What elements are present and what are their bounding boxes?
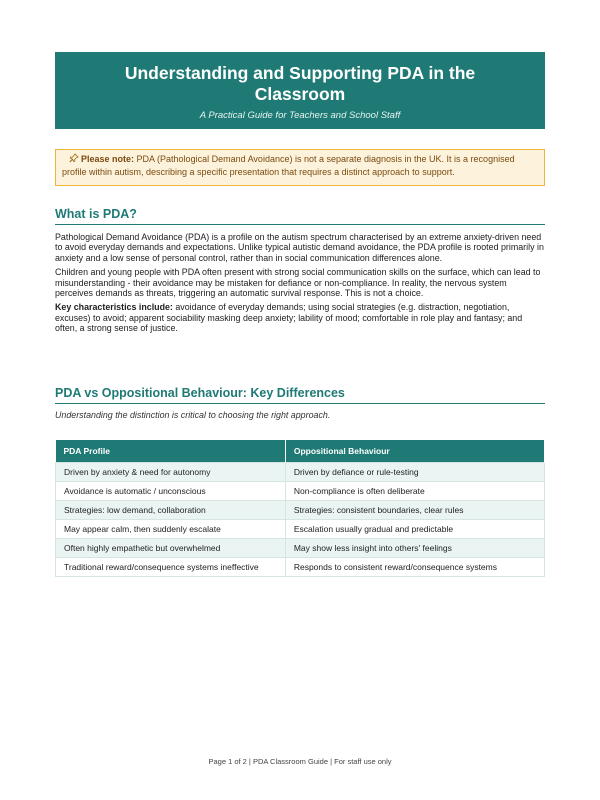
key-characteristics-text: avoidance of everyday demands; using social strategies (e.g. distraction, negotiation, excuses) to avoid; apparent sociability masking deep anxiety; lability of mood; comfortable in role play and fantasy; and often, a strong sense of justice.	[55, 302, 523, 334]
table-cell: Strategies: consistent boundaries, clear rules	[285, 501, 544, 520]
table-row	[56, 501, 545, 520]
pin-icon	[69, 153, 79, 163]
table-header-row	[56, 440, 545, 463]
section-body-what-is-pda	[55, 232, 545, 338]
table-cell: Responds to consistent reward/consequence systems	[285, 558, 544, 577]
table-row	[56, 539, 545, 558]
key-characteristics-label: Key characteristics include:	[55, 302, 173, 313]
table-cell: Traditional reward/consequence systems ineffective	[56, 558, 286, 577]
section-heading-what-is-pda: What is PDA?	[55, 207, 545, 225]
table-cell: Driven by defiance or rule-testing	[285, 463, 544, 482]
note-box	[55, 149, 545, 186]
table-cell: Escalation usually gradual and predictable	[285, 520, 544, 539]
table-cell: Strategies: low demand, collaboration	[56, 501, 286, 520]
paragraph-key-characteristics	[55, 302, 545, 333]
page-title: Understanding and Supporting PDA in the Classroom	[124, 63, 476, 104]
title-banner	[55, 52, 545, 129]
note-label: Please note:	[81, 154, 135, 164]
column-header-oppositional: Oppositional Behaviour	[285, 440, 544, 463]
table-cell: Often highly empathetic but overwhelmed	[56, 539, 286, 558]
table-row	[56, 482, 545, 501]
table-row	[56, 463, 545, 482]
note-text: PDA (Pathological Demand Avoidance) is not a separate diagnosis in the UK. It is a recognised profile within autism, describing a specific presentation that requires a distinct approach to support.	[62, 154, 515, 177]
table-cell: Non-compliance is often deliberate	[285, 482, 544, 501]
table-cell: May appear calm, then suddenly escalate	[56, 520, 286, 539]
table-cell: May show less insight into others' feelings	[285, 539, 544, 558]
page-subtitle: A Practical Guide for Teachers and School Staff	[199, 110, 401, 121]
comparison-table	[55, 440, 545, 577]
paragraph-definition: Pathological Demand Avoidance (PDA) is a profile on the autism spectrum characterised by an extreme anxiety-driven need to avoid everyday demands and expectations. Unlike typical autistic demand avoidance, the PDA profile is rooted primarily in anxiety and a low sense of personal control, rather than in social communication differences alone.	[55, 232, 544, 263]
table-row	[56, 520, 545, 539]
section-heading-differences: PDA vs Oppositional Behaviour: Key Differences	[55, 386, 545, 404]
section-intro: Understanding the distinction is critical to choosing the right approach.	[55, 410, 331, 420]
table-cell: Driven by anxiety & need for autonomy	[56, 463, 286, 482]
table-row	[56, 558, 545, 577]
page-footer: Page 1 of 2 | PDA Classroom Guide | For staff use only	[208, 757, 392, 766]
paragraph-presentation: Children and young people with PDA often present with strong social communication skills on the surface, which can lead to misunderstanding - their avoidance may be mistaken for defiance or non-compliance. In reality, the nervous system perceives demands as threats, triggering an automatic survival response. This is not a choice.	[55, 267, 541, 299]
table-cell: Avoidance is automatic / unconscious	[56, 482, 286, 501]
column-header-pda: PDA Profile	[56, 440, 286, 463]
